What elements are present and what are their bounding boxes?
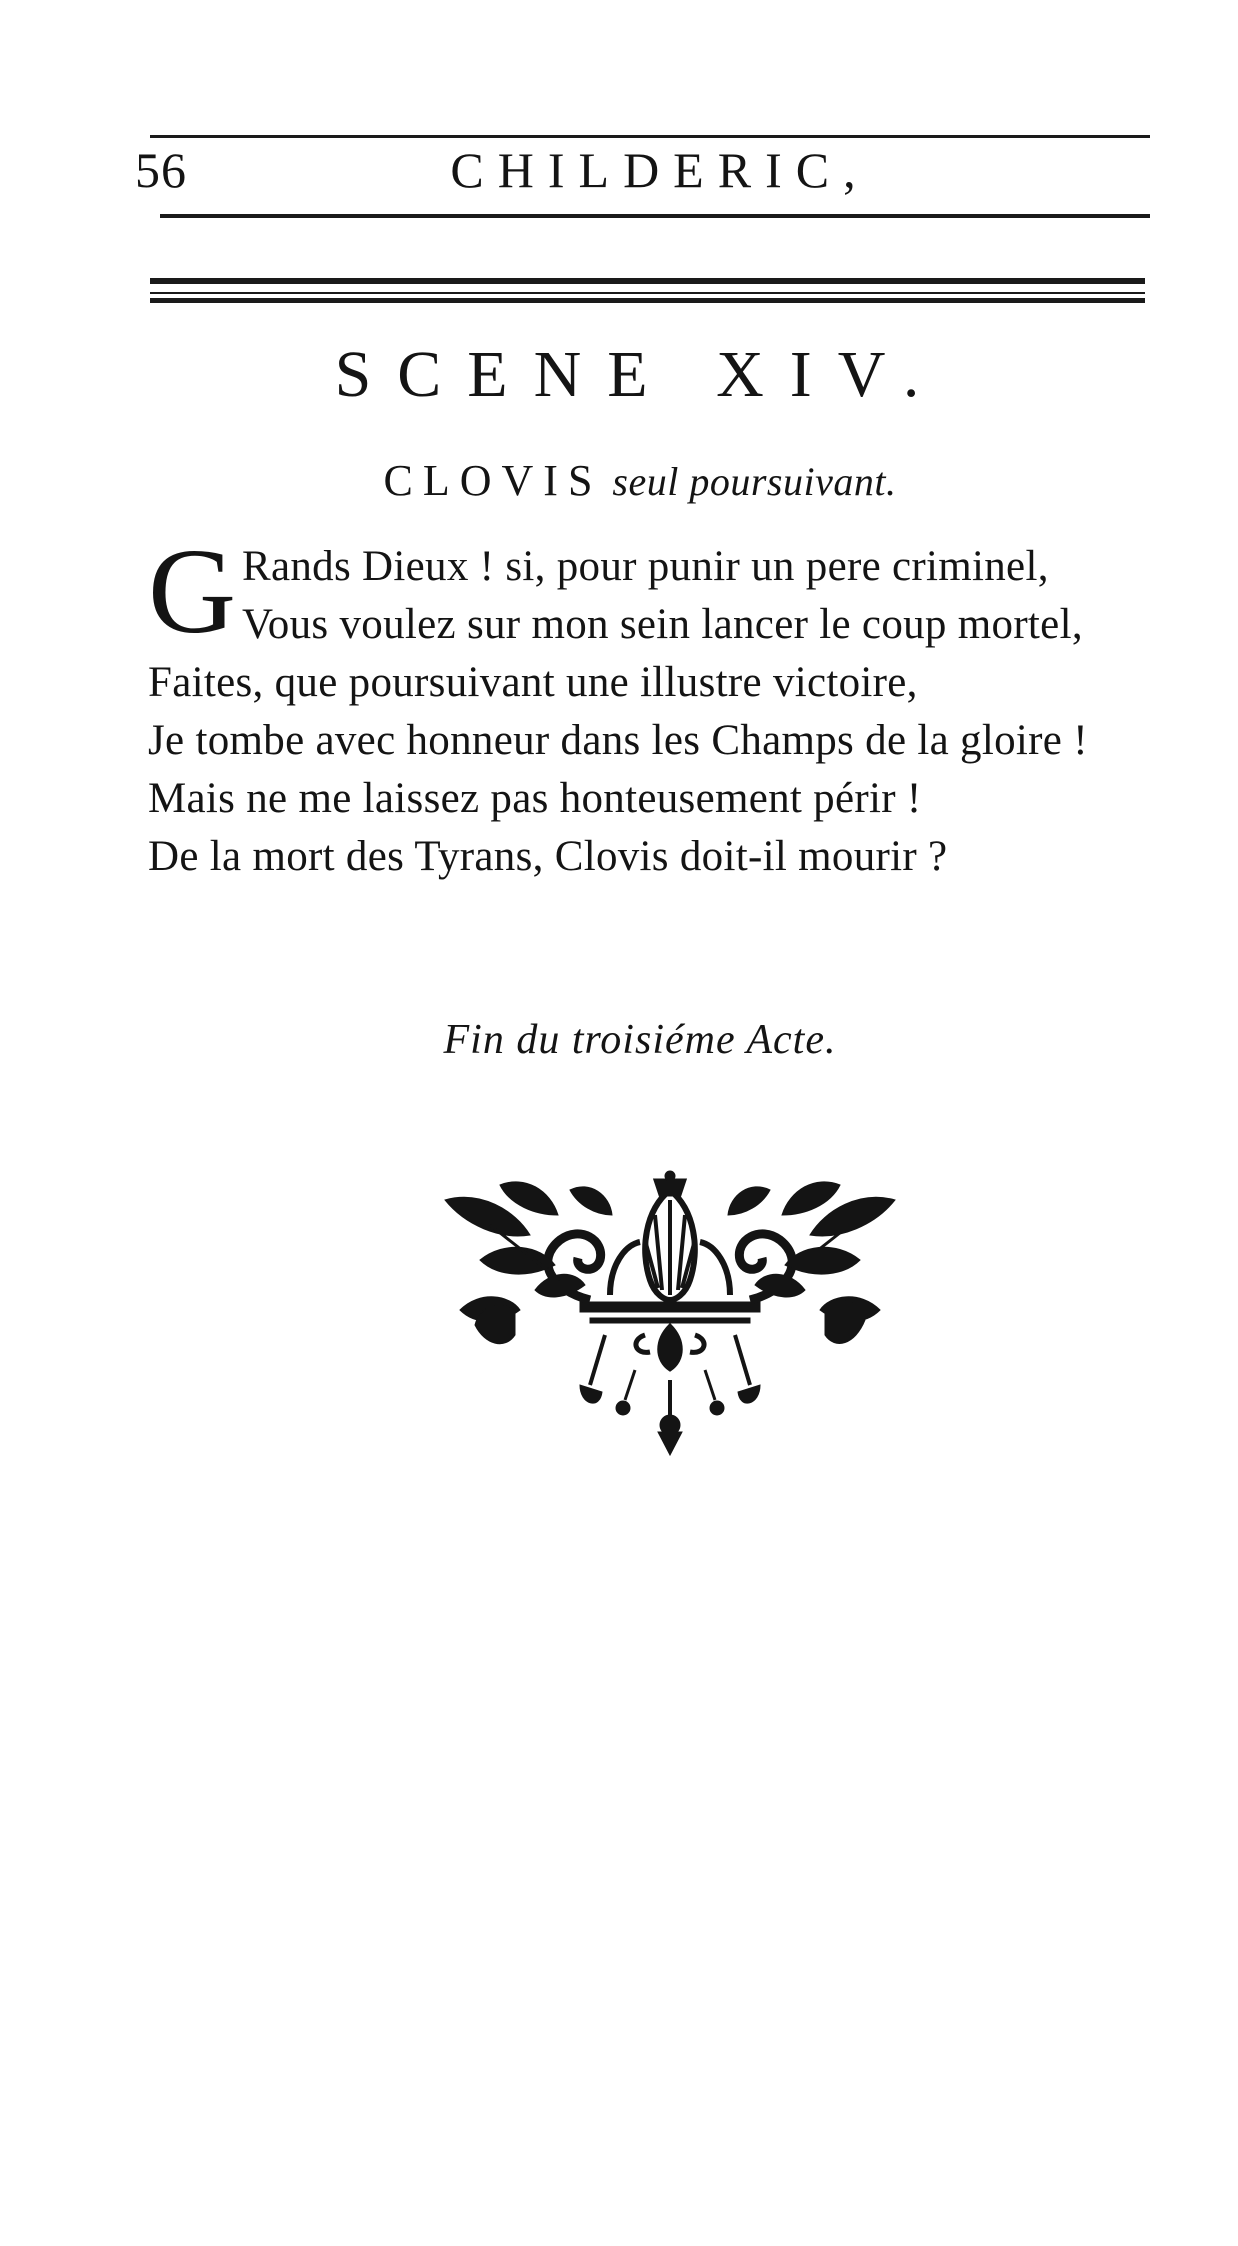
speaker-heading xyxy=(280,450,1000,522)
verse-block xyxy=(148,524,1158,886)
verse-line: Vous voulez sur mon sein lancer le coup mortel, xyxy=(242,601,1083,648)
act-end-note: Fin du troisiéme Acte. xyxy=(443,1017,837,1063)
verse-line: Faites, que poursuivant une illustre victoire, xyxy=(148,659,918,706)
verse-line: De la mort des Tyrans, Clovis doit-il mourir ? xyxy=(148,833,948,880)
ornamental-rule-bottom xyxy=(150,298,1145,303)
floral-vignette-icon xyxy=(440,1170,900,1460)
stage-direction: seul poursuivant. xyxy=(612,459,897,504)
speaker-name: CLOVIS xyxy=(383,456,603,505)
verse-line: Je tombe avec honneur dans les Champs de la gloire ! xyxy=(148,717,1088,764)
ornamental-rule-top xyxy=(150,278,1145,284)
header-bottom-rule xyxy=(160,214,1150,218)
ornamental-rule-middle xyxy=(150,292,1145,294)
verse-line: Mais ne me laissez pas honteusement périr ! xyxy=(148,775,922,822)
verse-line: Rands Dieux ! si, pour punir un pere criminel, xyxy=(242,543,1049,590)
drop-cap: G xyxy=(148,524,237,659)
header-top-rule xyxy=(150,135,1150,138)
running-title: CHILDERIC, xyxy=(450,142,870,198)
page-number: 56 xyxy=(135,142,187,198)
scene-title: SCENE XIV. xyxy=(334,338,946,411)
